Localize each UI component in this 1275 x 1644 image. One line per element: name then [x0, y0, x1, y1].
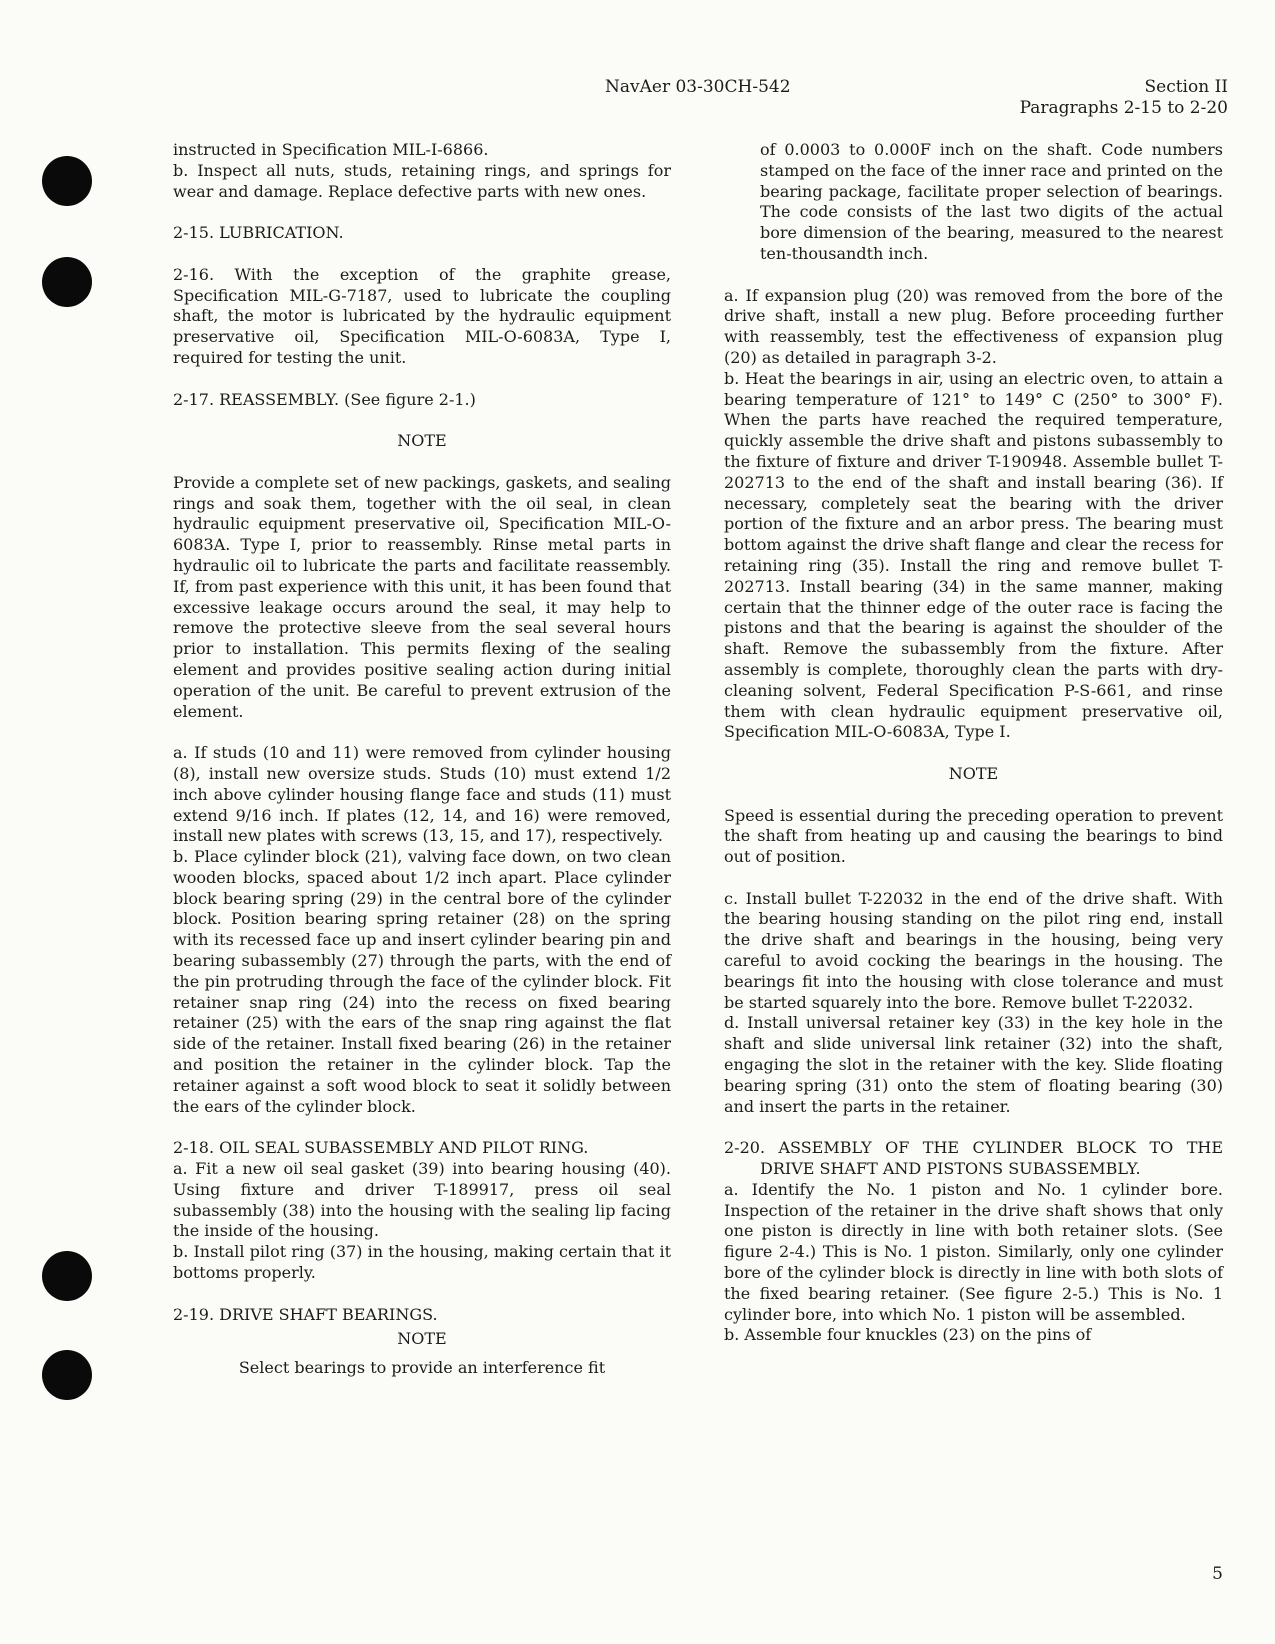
- paragraph: a. If expansion plug (20) was removed from the bore of the drive shaft, install a new plug. Before proceeding further with reassembly, test the effectiveness of expansion plug (20) as detailed in paragraph 3-2.: [724, 285, 1223, 367]
- punch-hole: [42, 156, 92, 206]
- note-text: Speed is essential during the preceding operation to prevent the shaft from heating up and causing the bearings to bind out of position.: [724, 805, 1223, 867]
- section-header: [1020, 77, 1228, 119]
- paragraph: d. Install universal retainer key (33) in the key hole in the shaft and slide universal link retainer (32) into the shaft, engaging the slot in the retainer with the key. Slide floating bearing spring (31) onto the stem of floating bearing (30) and insert the parts in the retainer.: [724, 1013, 1223, 1116]
- heading-2-15: 2-15. LUBRICATION.: [173, 223, 344, 243]
- page-number: 5: [1212, 1564, 1223, 1584]
- note-title: NOTE: [948, 763, 999, 783]
- paragraph: b. Install pilot ring (37) in the housing, making certain that it bottoms properly.: [173, 1242, 671, 1283]
- right-column: [724, 140, 1223, 1346]
- left-column: [173, 140, 671, 1379]
- heading-2-20: 2-20. ASSEMBLY OF THE CYLINDER BLOCK TO THE DRIVE SHAFT AND PISTONS SUBASSEMBLY.: [724, 1138, 1223, 1179]
- heading-2-17: 2-17. REASSEMBLY. (See figure 2-1.): [173, 389, 476, 409]
- doc-number: NavAer 03-30CH-542: [605, 77, 791, 97]
- paragraph: instructed in Specification MIL-I-6866.: [173, 140, 489, 159]
- paragraph: a. Fit a new oil seal gasket (39) into bearing housing (40). Using fixture and driver T-189917, press oil seal subassembly (38) into the housing with the sealing lip facing the inside of the housing.: [173, 1159, 671, 1241]
- note-title: NOTE: [397, 1329, 447, 1349]
- paragraph: b. Heat the bearings in air, using an electric oven, to attain a bearing temperature of 121° to 149° C (250° to 300° F). When the parts have reached the required temperature, quickly assemble the drive shaft and pistons subassembly to the fixture of fixture and driver T-190948. Assemble bullet T-202713 to the end of the shaft and install bearing (36). If necessary, completely seat the bearing with the driver portion of the fixture and an arbor press. The bearing must bottom against the drive shaft flange and clear the recess for retaining ring (35). Install the ring and remove bullet T-202713. Install bearing (34) in the same manner, making certain that the thinner edge of the outer race is facing the pistons and that the bearing is against the shoulder of the shaft. Remove the subassembly from the fixture. After assembly is complete, thoroughly clean the parts with dry-cleaning solvent, Federal Specification P-S-661, and rinse them with clean hydraulic equipment preservative oil, Specification MIL-O-6083A, Type I.: [724, 368, 1223, 742]
- note-text: Provide a complete set of new packings, gaskets, and sealing rings and soak them, together with the oil seal, in clean hydraulic equipment preservative oil, Specification MIL-O-6083A. Type I, prior to reassembly. Rinse metal parts in hydraulic oil to lubricate the parts and facilitate reassembly. If, from past experience with this unit, it has been found that excessive leakage occurs around the seal, it may help to remove the protective sleeve from the seal several hours prior to installation. This permits flexing of the sealing element and provides positive sealing action during initial operation of the unit. Be careful to prevent extrusion of the element.: [173, 472, 671, 721]
- note-title: NOTE: [397, 431, 447, 451]
- paragraph: a. If studs (10 and 11) were removed from cylinder housing (8), install new oversize studs. Studs (10) must extend 1/2 inch above cylinder housing flange face and studs (11) must extend 9/16 inch. If plates (12, 14, and 16) were removed, install new plates with screws (13, 15, and 17), respectively.: [173, 743, 671, 846]
- punch-hole: [42, 1251, 92, 1301]
- paragraph: a. Identify the No. 1 piston and No. 1 cylinder bore. Inspection of the retainer in the drive shaft shows that only one piston is directly in line with both retainer slots. (See figure 2-4.) This is No. 1 piston. Similarly, only one cylinder bore of the cylinder block is directly in line with both slots of the fixed bearing retainer. (See figure 2-5.) This is No. 1 cylinder bore, into which No. 1 piston will be assembled.: [724, 1179, 1223, 1324]
- paragraph: b. Assemble four knuckles (23) on the pins of: [724, 1325, 1092, 1345]
- paragraph: c. Install bullet T-22032 in the end of the drive shaft. With the bearing housing standing on the pilot ring end, install the drive shaft and bearings in the housing, being very careful to avoid cocking the bearings in the housing. The bearings fit into the housing with close tolerance and must be started squarely into the bore. Remove bullet T-22032.: [724, 888, 1223, 1012]
- paragraph: b. Place cylinder block (21), valving face down, on two clean wooden blocks, spaced about 1/2 inch apart. Place cylinder block bearing spring (29) in the central bore of the cylinder block. Position bearing spring retainer (28) on the spring with its recessed face up and insert cylinder bearing pin and bearing subassembly (27) through the parts, with the end of the pin protruding through the face of the cylinder block. Fit retainer snap ring (24) into the recess on fixed bearing retainer (25) with the ears of the snap ring against the flat side of the retainer. Install fixed bearing (26) in the retainer and position the retainer in the cylinder block. Tap the retainer against a soft wood block to seat it solidly between the ears of the cylinder block.: [173, 847, 671, 1116]
- paragraph: 2-16. With the exception of the graphite grease, Specification MIL-G-7187, used to lubricate the coupling shaft, the motor is lubricated by the hydraulic equipment preservative oil, Specification MIL-O-6083A, Type I, required for testing the unit.: [173, 264, 671, 367]
- section-label: Section II: [1144, 77, 1228, 97]
- paragraph: b. Inspect all nuts, studs, retaining rings, and springs for wear and damage. Replace defective parts with new ones.: [173, 160, 671, 201]
- note-text: Select bearings to provide an interference fit: [238, 1358, 606, 1378]
- paragraph: of 0.0003 to 0.000F inch on the shaft. Code numbers stamped on the face of the inner race and printed on the bearing package, facilitate proper selection of bearings. The code consists of the last two digits of the actual bore dimension of the bearing, measured to the nearest ten-thousandth inch.: [760, 140, 1223, 263]
- heading-2-18: 2-18. OIL SEAL SUBASSEMBLY AND PILOT RING.: [173, 1138, 589, 1158]
- heading-2-19: 2-19. DRIVE SHAFT BEARINGS.: [173, 1304, 438, 1324]
- punch-hole: [42, 1350, 92, 1400]
- punch-hole: [42, 257, 92, 307]
- paragraph-range: Paragraphs 2-15 to 2-20: [1019, 98, 1228, 118]
